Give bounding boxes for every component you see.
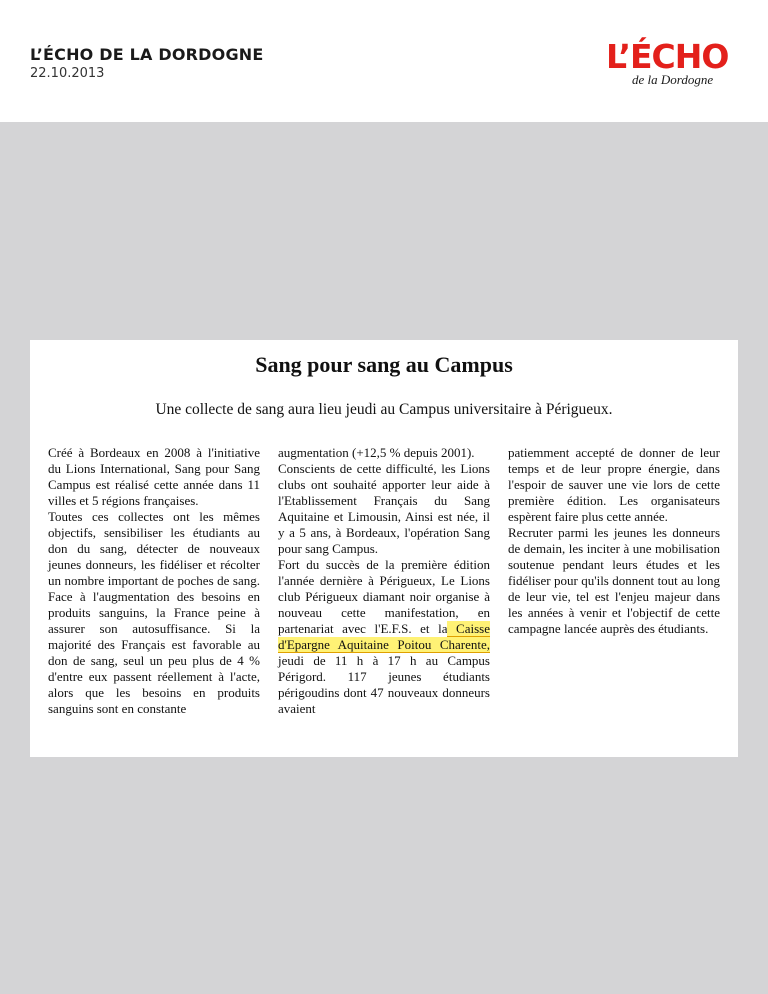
paragraph: augmentation (+12,5 % depuis 2001).: [278, 445, 475, 460]
article-title: Sang pour sang au Campus: [255, 352, 513, 377]
paragraph: Recruter parmi les jeunes les donneurs de demain, les inciter à une mobilisation soutenue pendant leurs études et les fidéliser pour qu'ils donnent tout au long de leur vie, tel est l'enjeu majeur dans les années à venir et l'objectif de cette campagne lancée auprès des étudiants.: [508, 525, 720, 636]
paragraph: Créé à Bordeaux en 2008 à l'initiative du Lions International, Sang pour Sang Campus est réalisé cette année dans 11 villes et 5 régions françaises.: [48, 445, 260, 508]
article-subtitle: Une collecte de sang aura lieu jeudi au Campus universitaire à Périgueux.: [155, 401, 613, 418]
paragraph-text: jeudi de 11 h à 17 h au Campus Périgord. 117 jeunes étudiants périgoudins dont 47 nouveaux donneurs avaient: [278, 653, 490, 716]
paragraph-text: Fort du succès de la première édition l'année dernière à Périgueux, Le Lions club Périgueux diamant noir organise à nouveau cette manifestation, en partenariat avec l'E.F.S. et la: [278, 557, 490, 636]
article-column-3: [508, 445, 720, 637]
paragraph: patiemment accepté de donner de leur temps et de leur propre énergie, dans l'espoir de sauver une vie lors de cette première édition. Les organisateurs espèrent faire plus cette année.: [508, 445, 720, 524]
article-column-2: [278, 445, 490, 717]
publication-logo: [606, 37, 738, 88]
article-column-1: [48, 445, 260, 717]
paragraph: Toutes ces collectes ont les mêmes objectifs, sensibiliser les étudiants au don du sang, détecter de nouveaux jeunes donneurs, les fidéliser et récolter un nombre important de poches de sang. Face à l'augmentation des besoins en produits sanguins, la France peine à assurer son autosuffisance. Si la majorité des Français est favorable au don de sang, seul un peu plus de 4 % d'entre eux passent réellement à l'acte, alors que les besoins en produits sanguins sont en constante: [48, 509, 260, 716]
page-header: [0, 0, 768, 122]
paragraph: [278, 557, 490, 717]
highlighted-text: Caisse d'Epargne Aquitaine Poitou Charente,: [278, 621, 490, 652]
logo-wordmark: L’ÉCHO: [606, 37, 729, 76]
publication-date: 22.10.2013: [30, 66, 105, 81]
paragraph: Conscients de cette difficulté, les Lions clubs ont souhaité apporter leur aide à l'Etablissement Français du Sang Aquitaine et Limousin, Ainsi est née, il y a 5 ans, à Bordeaux, l'opération Sang pour sang Campus.: [278, 461, 490, 556]
article-clipping: [30, 340, 738, 757]
logo-tagline: de la Dordogne: [632, 72, 714, 87]
publication-name: L’ÉCHO DE LA DORDOGNE: [30, 45, 264, 64]
